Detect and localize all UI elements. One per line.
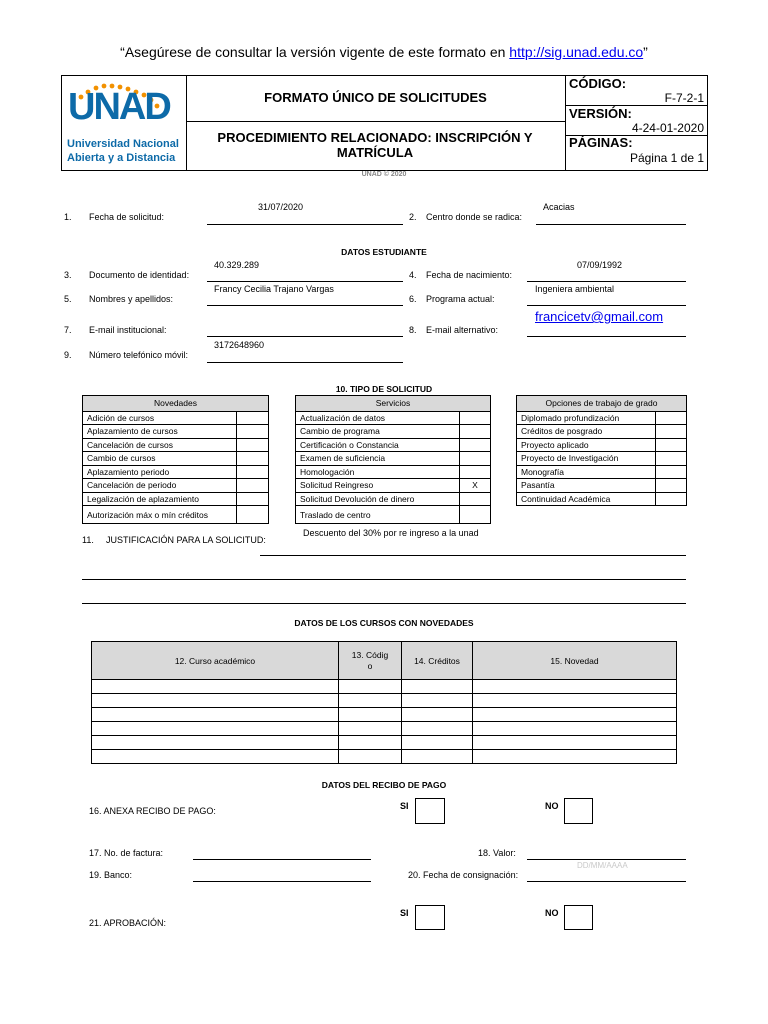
f6-label: Programa actual: [426, 294, 495, 304]
f4-value[interactable]: 07/09/1992 [577, 260, 623, 270]
novedades-option-checkbox[interactable] [237, 411, 269, 425]
col-codigo-a: 13. Códig [351, 649, 389, 660]
f6-num: 6. [409, 294, 417, 304]
col-curso: 12. Curso académico [92, 642, 339, 680]
col-novedad: 15. Novedad [473, 642, 677, 680]
opciones-option-checkbox[interactable] [656, 438, 687, 452]
f1-label: Fecha de solicitud: [89, 212, 165, 222]
servicios-option-label: Solicitud Reingreso [296, 479, 460, 493]
novedades-row [83, 438, 269, 452]
servicios-option-label: Solicitud Devolución de dinero [296, 492, 460, 506]
curso-cell[interactable] [402, 722, 473, 736]
curso-cell[interactable] [473, 722, 677, 736]
servicios-row [296, 452, 491, 466]
cursos-title: DATOS DE LOS CURSOS CON NOVEDADES [294, 618, 474, 628]
logo-sub2: Abierta y a Distancia [67, 152, 176, 164]
servicios-option-checkbox[interactable] [460, 506, 491, 524]
curso-cell[interactable] [92, 694, 339, 708]
novedades-option-label: Cancelación de cursos [83, 438, 237, 452]
curso-cell[interactable] [92, 708, 339, 722]
opciones-header: Opciones de trabajo de grado [517, 396, 687, 412]
opciones-option-checkbox[interactable] [656, 411, 687, 425]
novedades-option-checkbox[interactable] [237, 506, 269, 524]
version-label: VERSIÓN: [569, 106, 632, 121]
opciones-option-checkbox[interactable] [656, 492, 687, 506]
opciones-option-label: Créditos de posgrado [517, 425, 656, 439]
f6-line [527, 305, 686, 306]
curso-row [92, 680, 677, 694]
novedades-table [82, 395, 269, 524]
novedades-row [83, 452, 269, 466]
paginas-value: Página 1 de 1 [629, 151, 704, 165]
f7-label: E-mail institucional: [89, 325, 167, 335]
f20-line[interactable] [527, 881, 686, 882]
curso-cell[interactable] [339, 680, 402, 694]
f17-label: 17. No. de factura: [89, 848, 164, 858]
servicios-option-label: Certificación o Constancia [296, 438, 460, 452]
curso-cell[interactable] [92, 736, 339, 750]
f6-value[interactable]: Ingeniera ambiental [535, 284, 615, 294]
novedades-option-label: Legalización de aplazamiento [83, 492, 237, 506]
pago-title: DATOS DEL RECIBO DE PAGO [321, 780, 447, 790]
servicios-row [296, 438, 491, 452]
curso-cell[interactable] [339, 694, 402, 708]
f19-label: 19. Banco: [89, 870, 133, 880]
novedades-row [83, 506, 269, 524]
f2-num: 2. [409, 212, 417, 222]
f9-line [207, 362, 403, 363]
f16-no-checkbox[interactable] [564, 798, 593, 824]
notice-prefix: “Asegúrese de consultar la versión vigente de este formato en [120, 44, 510, 60]
servicios-option-label: Examen de suficiencia [296, 452, 460, 466]
f2-value[interactable]: Acacias [543, 202, 575, 212]
novedades-option-label: Cancelación de periodo [83, 479, 237, 493]
f16-no-label: NO [545, 801, 559, 811]
f1-num: 1. [64, 212, 72, 222]
justificacion-line-2 [82, 579, 686, 580]
col-codigo-b: o [367, 660, 373, 671]
f5-line [207, 305, 403, 306]
f3-num: 3. [64, 270, 72, 280]
f7-num: 7. [64, 325, 72, 335]
f11-value[interactable]: Descuento del 30% por re ingreso a la unad [303, 528, 479, 538]
f11-num: 11. [82, 535, 94, 545]
opciones-row [517, 479, 687, 493]
curso-cell[interactable] [92, 680, 339, 694]
servicios-row [296, 492, 491, 506]
copyright: UNAD © 2020 [361, 171, 407, 178]
sig-link[interactable]: http://sig.unad.edu.co [509, 44, 644, 60]
opciones-option-label: Diplomado profundización [517, 411, 656, 425]
novedades-option-label: Aplazamiento de cursos [83, 425, 237, 439]
curso-row [92, 736, 677, 750]
opciones-option-label: Pasantía [517, 479, 656, 493]
opciones-table [516, 395, 687, 506]
curso-cell[interactable] [473, 708, 677, 722]
f16-si-label: SI [400, 801, 409, 811]
f16-si-checkbox[interactable] [415, 798, 445, 824]
curso-row [92, 708, 677, 722]
f2-line [536, 224, 686, 225]
f16-label: 16. ANEXA RECIBO DE PAGO: [89, 806, 216, 816]
servicios-option-checkbox[interactable] [460, 452, 491, 466]
novedades-row [83, 425, 269, 439]
f5-value[interactable]: Francy Cecilia Trajano Vargas [214, 284, 334, 294]
novedades-option-checkbox[interactable] [237, 438, 269, 452]
f18-label: 18. Valor: [478, 848, 516, 858]
opciones-row [517, 465, 687, 479]
f7-line [207, 336, 403, 337]
servicios-row [296, 411, 491, 425]
curso-cell[interactable] [402, 680, 473, 694]
servicios-option-checkbox[interactable] [460, 411, 491, 425]
novedades-option-label: Autorización máx o mín créditos [83, 506, 237, 524]
f4-num: 4. [409, 270, 417, 280]
curso-cell[interactable] [473, 736, 677, 750]
servicios-option-label: Cambio de programa [296, 425, 460, 439]
servicios-option-checkbox[interactable] [460, 425, 491, 439]
f8-label: E-mail alternativo: [426, 325, 499, 335]
servicios-option-checkbox[interactable] [460, 492, 491, 506]
novedades-row [83, 492, 269, 506]
curso-cell[interactable] [339, 722, 402, 736]
curso-cell[interactable] [473, 750, 677, 764]
curso-cell[interactable] [402, 694, 473, 708]
opciones-row [517, 411, 687, 425]
opciones-option-label: Proyecto de Investigación [517, 452, 656, 466]
novedades-option-label: Adición de cursos [83, 411, 237, 425]
f21-si-checkbox[interactable] [415, 905, 445, 930]
novedades-row [83, 411, 269, 425]
novedades-option-label: Aplazamiento periodo [83, 465, 237, 479]
servicios-option-checkbox[interactable]: X [460, 479, 491, 493]
form-title: FORMATO ÚNICO DE SOLICITUDES [264, 90, 487, 105]
version-value: 4-24-01-2020 [631, 121, 704, 135]
servicios-option-label: Traslado de centro [296, 506, 460, 524]
f5-num: 5. [64, 294, 72, 304]
f20-label: 20. Fecha de consignación: [408, 870, 519, 880]
opciones-option-label: Continuidad Académica [517, 492, 656, 506]
curso-row [92, 750, 677, 764]
servicios-option-checkbox[interactable] [460, 465, 491, 479]
logo-wordmark: UNAD [68, 86, 170, 128]
f19-line[interactable] [193, 881, 371, 882]
procedure-title: PROCEDIMIENTO RELACIONADO: INSCRIPCIÓN Y MATRÍCULA [217, 130, 533, 160]
novedades-option-checkbox[interactable] [237, 492, 269, 506]
f8-num: 8. [409, 325, 417, 335]
curso-cell[interactable] [339, 750, 402, 764]
cursos-table [91, 641, 677, 764]
curso-row [92, 722, 677, 736]
date-placeholder: DD/MM/AAAA [577, 861, 628, 870]
curso-cell[interactable] [92, 722, 339, 736]
servicios-option-label: Homologación [296, 465, 460, 479]
justificacion-line-1 [260, 555, 686, 556]
f3-label: Documento de identidad: [89, 270, 190, 280]
f3-line [207, 281, 403, 282]
opciones-option-checkbox[interactable] [656, 465, 687, 479]
servicios-header: Servicios [296, 396, 491, 412]
paginas-label: PÁGINAS: [569, 135, 633, 150]
novedades-option-label: Cambio de cursos [83, 452, 237, 466]
version-notice [0, 44, 768, 60]
curso-cell[interactable] [339, 708, 402, 722]
novedades-header: Novedades [83, 396, 269, 412]
opciones-option-label: Monografía [517, 465, 656, 479]
logo-sub1: Universidad Nacional [67, 138, 179, 150]
curso-cell[interactable] [339, 736, 402, 750]
f4-line [527, 281, 686, 282]
f9-label: Número telefónico móvil: [89, 350, 189, 360]
opciones-option-checkbox[interactable] [656, 479, 687, 493]
opciones-row [517, 438, 687, 452]
novedades-row [83, 465, 269, 479]
curso-cell[interactable] [473, 694, 677, 708]
f21-label: 21. APROBACIÓN: [89, 918, 167, 928]
servicios-row [296, 506, 491, 524]
tipo-solicitud-title: 10. TIPO DE SOLICITUD [335, 384, 433, 394]
curso-cell[interactable] [402, 708, 473, 722]
curso-cell[interactable] [402, 750, 473, 764]
servicios-row [296, 479, 491, 493]
curso-cell[interactable] [473, 680, 677, 694]
novedades-option-checkbox[interactable] [237, 425, 269, 439]
f9-value[interactable]: 3172648960 [214, 340, 265, 350]
codigo-value: F-7-2-1 [664, 91, 704, 105]
f9-num: 9. [64, 350, 72, 360]
curso-row [92, 694, 677, 708]
servicios-option-label: Actualización de datos [296, 411, 460, 425]
datos-estudiante-title: DATOS ESTUDIANTE [341, 247, 427, 257]
col-codigo [339, 642, 402, 680]
servicios-option-checkbox[interactable] [460, 438, 491, 452]
opciones-option-label: Proyecto aplicado [517, 438, 656, 452]
novedades-option-checkbox[interactable] [237, 452, 269, 466]
notice-suffix: ” [643, 44, 648, 60]
f11-label: JUSTIFICACIÓN PARA LA SOLICITUD: [106, 535, 266, 545]
opciones-row [517, 425, 687, 439]
unad-logo [66, 82, 182, 168]
justificacion-line-3 [82, 603, 686, 604]
f5-label: Nombres y apellidos: [89, 294, 174, 304]
f2-label: Centro donde se radica: [426, 212, 523, 222]
opciones-row [517, 452, 687, 466]
f17-line[interactable] [193, 859, 371, 860]
opciones-option-checkbox[interactable] [656, 425, 687, 439]
novedades-option-checkbox[interactable] [237, 465, 269, 479]
f1-line [207, 224, 403, 225]
curso-cell[interactable] [92, 750, 339, 764]
opciones-row [517, 492, 687, 506]
f4-label: Fecha de nacimiento: [426, 270, 513, 280]
servicios-row [296, 465, 491, 479]
novedades-row [83, 479, 269, 493]
f8-value[interactable]: francicetv@gmail.com [535, 309, 664, 324]
codigo-label: CÓDIGO: [569, 76, 627, 91]
f8-line [527, 336, 686, 337]
novedades-option-checkbox[interactable] [237, 479, 269, 493]
f21-si-label: SI [400, 908, 409, 918]
f18-line[interactable] [527, 859, 686, 860]
f21-no-label: NO [545, 908, 559, 918]
opciones-option-checkbox[interactable] [656, 452, 687, 466]
servicios-table [295, 395, 491, 524]
f1-value[interactable]: 31/07/2020 [258, 202, 304, 212]
servicios-row [296, 425, 491, 439]
f21-no-checkbox[interactable] [564, 905, 593, 930]
col-creditos: 14. Créditos [402, 642, 473, 680]
curso-cell[interactable] [402, 736, 473, 750]
f3-value[interactable]: 40.329.289 [214, 260, 260, 270]
